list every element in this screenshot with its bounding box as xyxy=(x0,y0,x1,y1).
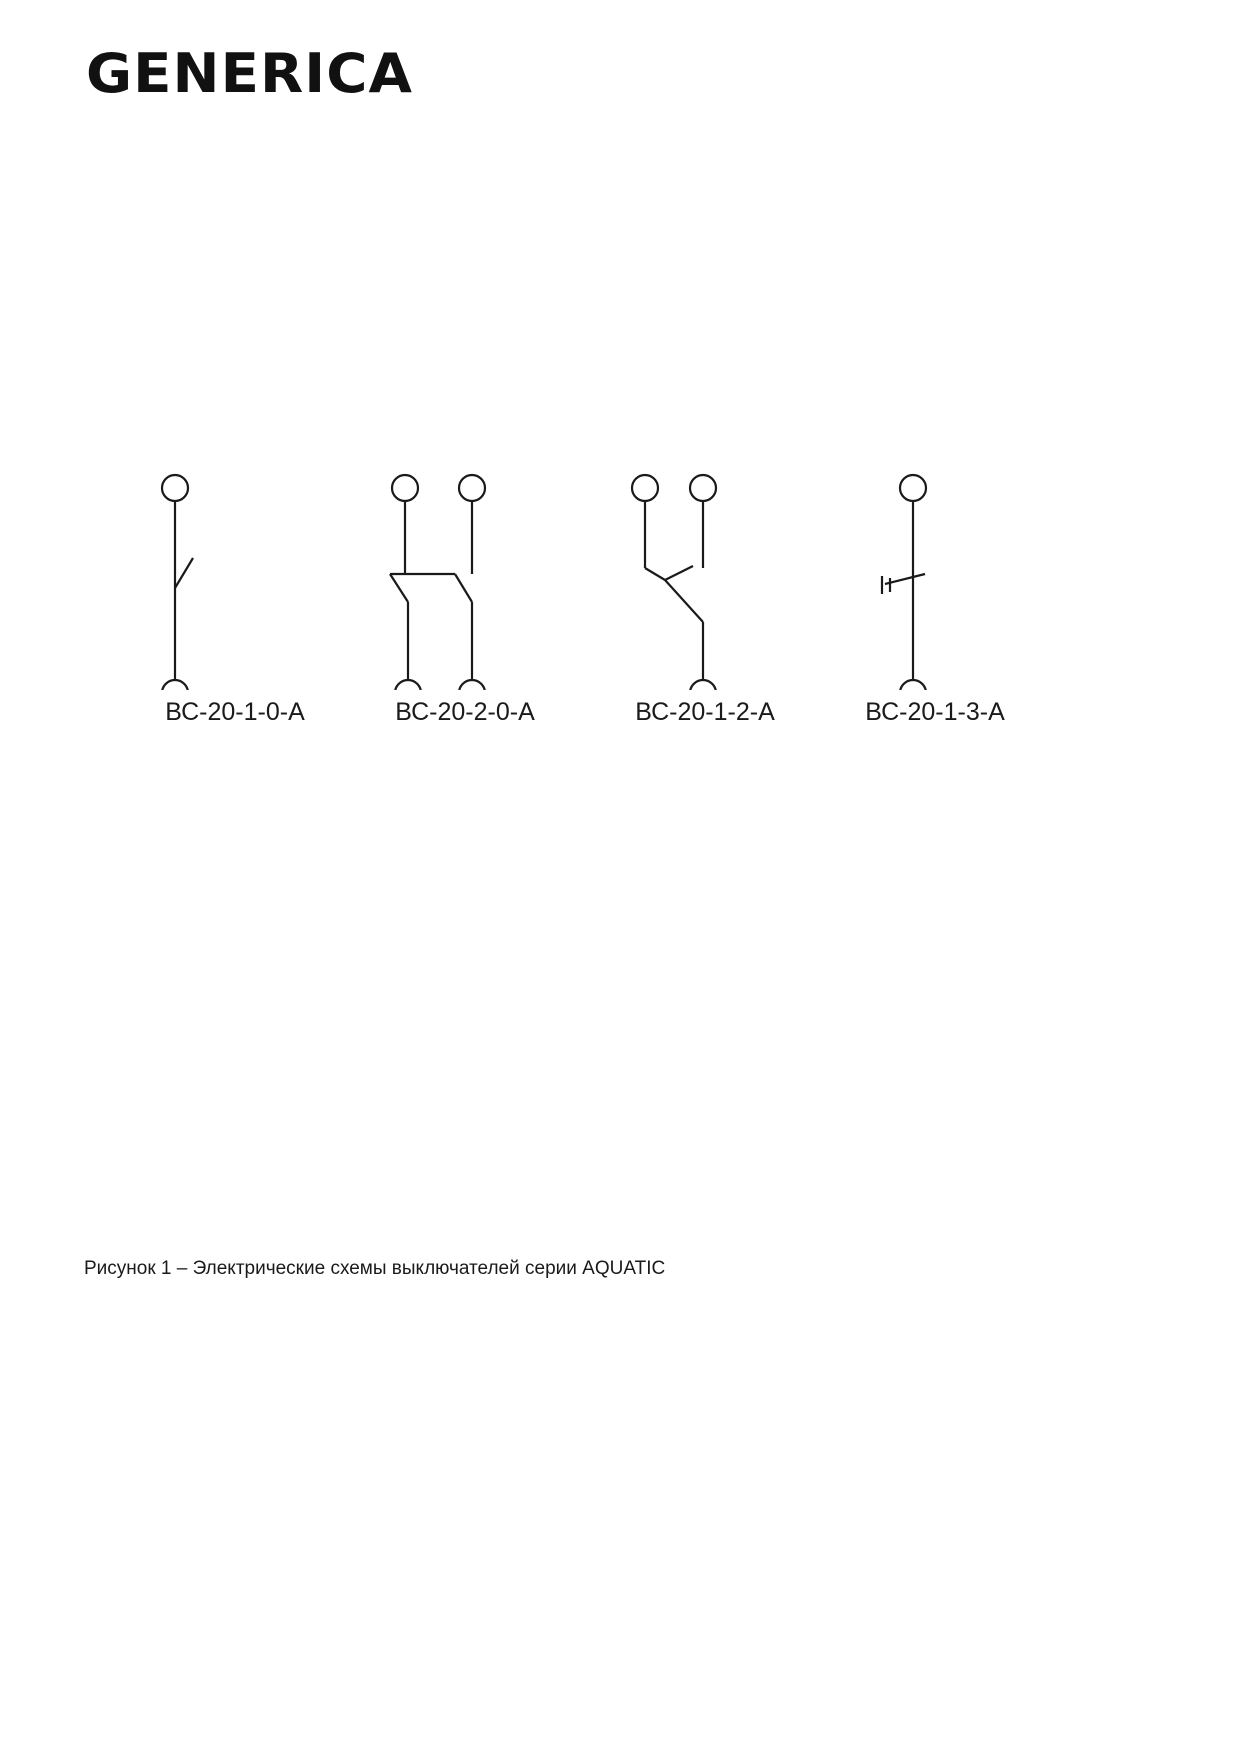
figure-caption: Рисунок 1 – Электрические схемы выключателей серии AQUATIC xyxy=(84,1258,666,1279)
switch-2-pole-diagram-icon xyxy=(350,470,580,690)
scheme-2 xyxy=(350,470,580,760)
scheme-4 xyxy=(820,470,1050,760)
scheme-1-label: ВС-20-1-0-А xyxy=(165,698,305,726)
scheme-1 xyxy=(120,470,350,760)
brand-logo: GENERICA xyxy=(86,42,413,105)
scheme-3-label: ВС-20-1-2-А xyxy=(635,698,775,726)
scheme-4-label: ВС-20-1-3-А xyxy=(865,698,1005,726)
switch-1-pole-2-way-diagram-icon xyxy=(590,470,820,690)
scheme-2-label: ВС-20-2-0-А xyxy=(395,698,535,726)
scheme-3 xyxy=(590,470,820,760)
switch-1-pole-diagram-icon xyxy=(120,470,350,690)
switch-1-pole-3-way-diagram-icon xyxy=(820,470,1050,690)
diagram-row xyxy=(120,470,1120,760)
